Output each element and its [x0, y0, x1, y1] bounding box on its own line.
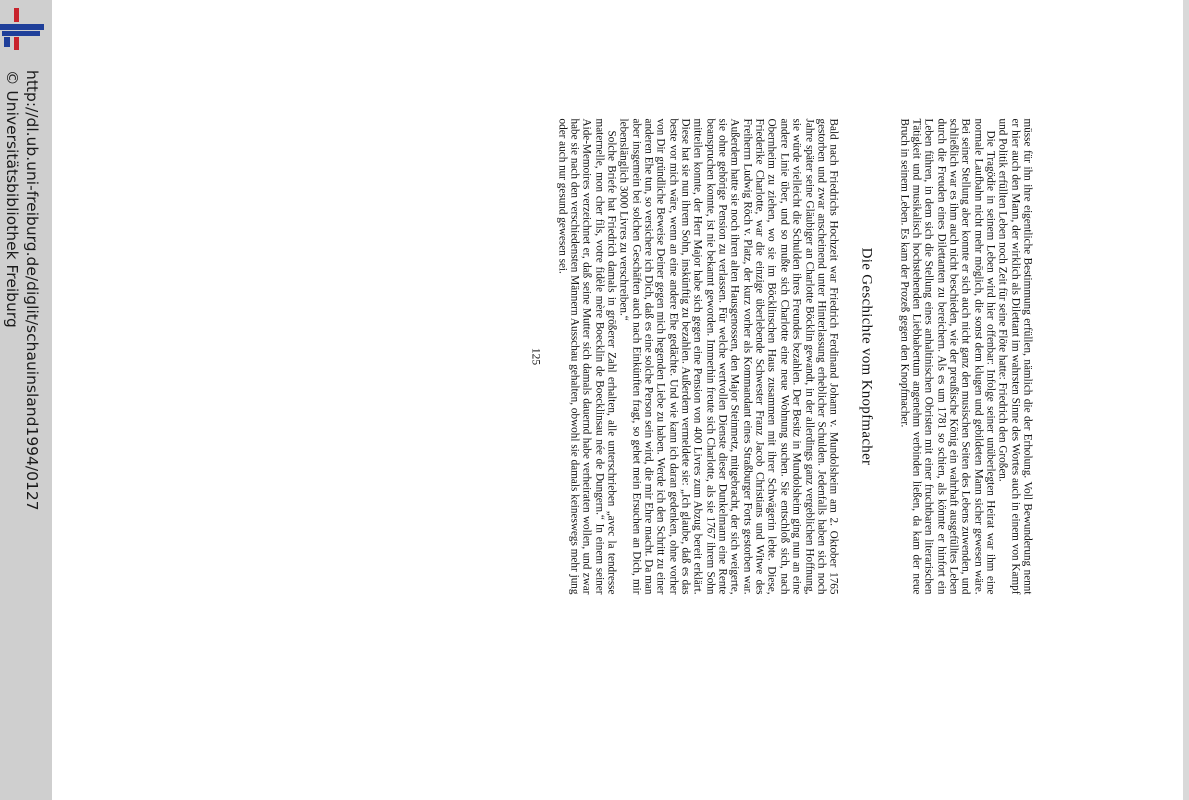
scanned-page	[268, 118, 1033, 594]
page-number: 125	[529, 347, 542, 366]
body-paragraph: Solche Briefe hat Friedrich damals in größerer Zahl erhalten, alle unterschrieben „avec la tendresse maternelle, mon cher fils, votre fidèle mère Boecklin de Boecklinsau née de Dungern.“ In einem seiner Aide-Memoires verzeichnet er, daß seine Mutter sich damals dauernd habe verheiraten wollen, und zwar habe sie nach den verschiedensten Männern Ausschau gehalten, obwohl sie damals keineswegs mehr jung oder auch nur gesund gewesen sei.	[555, 118, 618, 595]
section-title: Die Geschichte vom Knopfmacher	[858, 247, 875, 466]
viewer-scrollbar[interactable]	[1183, 0, 1189, 800]
ub-freiburg-logo-icon	[0, 8, 44, 50]
viewer-source-credits	[2, 70, 42, 730]
body-paragraph: Bald nach Friedrichs Hochzeit war Friedrich Ferdinand Johann v. Mundolsheim am 2. Oktober 1765 gestorben und zwar anscheinend unter Hinterlassung erheblicher Schulden. Jedenfalls haben sich noch Jahre später seine Gläubiger an Charlotte Böcklin gewandt, in der allerdings ganz vergeblichen Hoffnung, sie würde vielleicht die Schulden ihres Freundes bezahlen. Der Besitz in Mundolsheim ging nun an eine andere Linie über, und so mußte sich Charlotte eine neue Wohnung suchen. Sie entschloß sich, nach Obernheim zu ziehen, wo sie im Böcklinschen Haus zusammen mit ihrer Schwägerin lebte. Diese, Friederike Charlotte, war die einzige überlebende Schwester Franz Jacob Christians und Witwe des Freiherrn Ludwig Röch v. Platz, der kurz vorher als Kommandant eines Straßburger Forts gestorben war. Außerdem hatte sie noch ihren alten Hausgenossen, den Major Steinmetz, mitgebracht, der sich weigerte, sie ohne gehörige Pension zu verlassen. Für welche wertvollen Dienste dieser Dunkelmann eine Rente beanspruchen konnte, ist nie bekannt geworden. Immerhin freute sich Charlotte, als sie 1767 ihrem Sohn mitteilen konnte, der Herr Major habe sich gegen eine Pension von 400 Livres zum Abzug bereit erklärt. Diese hat sie nun ihrem Sohn, inskünftig zu bezahlen. Außerdem vermeldete sie: „Ich glaube, daß es das beste vor mich wäre, wenn an eine andere Ehe gedächte. Und wie kann ich daran gedenken, ohne vorher von Dir gründliche Beweise Deiner gegen mich hegenden Liebe zu haben. Werde ich den Schritt zu einer anderen Ehe tun, so versichere ich Dich, daß es eine solche Person sein wird, die mir Ehre macht. Da man aber insgemein bei solchen Geschäften auch nach Einkünften fragt, so gehet mein Ersuchen an Dich, mir lebenslänglich 3000 Livres zu verschreiben.“	[617, 118, 840, 595]
viewer-side-margin	[0, 0, 52, 800]
source-url[interactable]: http://dl.ub.uni-freiburg.de/diglit/schauinsland1994/0127	[23, 70, 41, 511]
page-text-block	[268, 119, 1033, 595]
intro-paragraph: Die Tragödie in seinem Leben wird hier offenbar: Infolge seiner unüberlegten Heirat war ihm eine normale Laufbahn nicht mehr möglich, die sonst dem klugen und gebildeten Mann sicher gewesen wäre. Bei seiner Stellung aber konnte er sich auch nicht ganz den musischen Seiten des Lebens zuwenden, und schließlich war es ihm auch nicht beschieden, wie der preußische König ein wahrhaft ausgefülltes Leben durch die Freuden eines Dilettanten zu bereichern. Als es um 1781 so schien, als könnte er hinfort ein Leben führen, in dem sich die Stellung eines anhaltinischen Obristen mit einer fruchtbaren literarischen Tätigkeit und musikalisch hochstehenden Liebhabertum angenehm verbinden ließen, da kam der neue Bruch in seinem Leben. Es kam der Prozeß gegen den Knopfmacher.	[897, 118, 996, 595]
copyright-notice: © Universitätsbibliothek Freiburg	[3, 70, 21, 328]
intro-paragraph: müsse für ihn ihre eigentliche Bestimmung erfüllen, nämlich die der Erholung. Voll Bewunderung nennt er hier auch den Mann, der wirklich als Dilettant im wahrsten Sinne des Wortes auch in einem von Kampf und Politik erfüllten Leben noch Zeit für seine Flöte hatte: Friedrich den Großen.	[996, 118, 1033, 595]
